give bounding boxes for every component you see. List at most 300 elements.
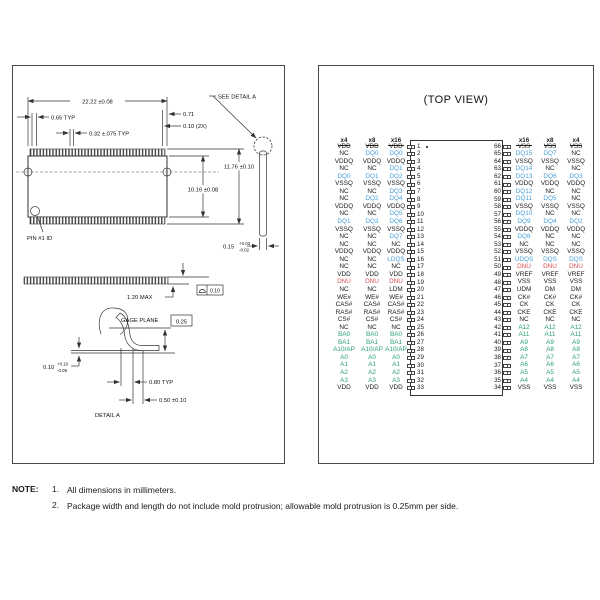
pin-name: NC: [367, 285, 377, 293]
pin-name: A10/AP: [333, 346, 355, 354]
pin-number: 43: [494, 316, 501, 324]
pin-name: NC: [571, 240, 581, 248]
dim-edge-minus: -0.02: [239, 247, 250, 253]
pin-name: NC: [571, 233, 581, 241]
see-detail-a-label: SEE DETAIL A: [218, 94, 257, 101]
pin-symbol-icon: [407, 281, 415, 285]
pin-name: NC: [339, 150, 349, 158]
pin-symbol-icon: [503, 371, 511, 375]
pin-symbol-icon: [503, 228, 511, 232]
pin-name: NC: [519, 240, 529, 248]
pin-name: DNU: [389, 278, 403, 286]
pin-row: [319, 151, 593, 159]
pin-name: DNU: [569, 263, 583, 271]
pin-name: NC: [367, 263, 377, 271]
pin-name: VDDQ: [566, 180, 586, 188]
pin-symbol-icon: [503, 386, 511, 390]
pin-number: 64: [494, 157, 501, 165]
pin-name: DQ1: [389, 165, 403, 173]
dim-standoff-plus: +0.10: [57, 361, 69, 367]
pin-name: CK: [519, 301, 529, 309]
pin-name: A11: [570, 331, 582, 339]
pin-number: 63: [494, 165, 501, 173]
pin-symbol-icon: [407, 213, 415, 217]
pin-name: DQ8: [517, 233, 531, 241]
pin-name: NC: [339, 240, 349, 248]
pin-number: 62: [494, 172, 501, 180]
pin-name: CAS#: [335, 301, 353, 309]
pin-name: DQ13: [515, 172, 533, 180]
pin-symbol-icon: [503, 341, 511, 345]
note-item-number: 2.: [52, 499, 60, 510]
pin-name: VSSQ: [335, 180, 353, 188]
pin-number: 2: [417, 150, 421, 158]
dim-gage: 0.25: [175, 319, 188, 326]
pin-row: [319, 317, 593, 325]
pin-number: 41: [494, 331, 501, 339]
pin-number: 30: [417, 361, 424, 369]
note-section: [12, 484, 584, 516]
pin-name: VSS: [543, 384, 557, 392]
pin-name: A10/AP: [385, 346, 407, 354]
pin-name: VDDQ: [362, 248, 382, 256]
pin-symbol-icon: [503, 318, 511, 322]
pin-rows: [319, 143, 593, 392]
pin-number: 5: [417, 172, 421, 180]
pin-name: UDQS: [514, 255, 534, 263]
pin-name: VDDQ: [386, 157, 406, 165]
package-drawing-panel: [12, 65, 285, 464]
pin-symbol-icon: [407, 175, 415, 179]
pin-name: BA0: [337, 331, 351, 339]
pin-symbol-icon: [407, 152, 415, 156]
pin-symbol-icon: [407, 379, 415, 383]
pin-name: A8: [546, 346, 554, 354]
pin-name: LDQS: [387, 255, 405, 263]
pin-name: LDM: [389, 285, 403, 293]
pin-number: 18: [417, 270, 424, 278]
pin-name: NC: [391, 323, 401, 331]
pin-symbol-icon: [407, 160, 415, 164]
pin-symbol-icon: [407, 205, 415, 209]
pin-name: A0: [392, 353, 400, 361]
pin-name: A11: [518, 331, 530, 339]
pinout-panel: [318, 65, 594, 464]
pin-number: 35: [494, 376, 501, 384]
pin-name: A12: [570, 323, 582, 331]
pin-name: NC: [545, 240, 555, 248]
pin-name: VSS: [569, 278, 583, 286]
pin-name: VSSQ: [541, 202, 559, 210]
pin-name: DQ7: [389, 233, 403, 241]
pin-name: DQ9: [517, 218, 531, 226]
pin-name: A1: [340, 361, 348, 369]
dim-lead-width: 0.32 ±.075 TYP: [89, 131, 130, 138]
pin-symbol-icon: [503, 326, 511, 330]
pin-name: NC: [367, 165, 377, 173]
pin-name: A7: [520, 353, 528, 361]
flatness-symbol-icon: [199, 289, 205, 292]
pin-number: 29: [417, 353, 424, 361]
pin-row: [319, 218, 593, 226]
pin-name: A12: [518, 323, 530, 331]
pin-name: A12: [544, 323, 556, 331]
detail-a-callout-circle: [254, 137, 272, 155]
pin-name: DNU: [543, 263, 557, 271]
pin-number: 60: [494, 187, 501, 195]
note-item-text: Package width and length do not include mold protrusion; allowable mold protrusion is 0.25mm per side.: [67, 500, 459, 511]
pin-name: A5: [572, 368, 580, 376]
pin-name: BA1: [365, 338, 379, 346]
pin-symbol-icon: [503, 364, 511, 368]
pin-name: BA0: [365, 331, 379, 339]
pin-name: A0: [368, 353, 376, 361]
pin-number: 49: [494, 270, 501, 278]
pin-name: RAS#: [387, 308, 405, 316]
pin1-indicator: [426, 146, 428, 148]
pin-name: A8: [520, 346, 528, 354]
pin-name: CKE: [517, 308, 531, 316]
side-view: [24, 263, 223, 297]
pin-name: DQ3: [389, 187, 403, 195]
pin-number: 50: [494, 263, 501, 271]
pin-symbol-icon: [503, 379, 511, 383]
pin-name: A11: [544, 331, 556, 339]
pin-name: DQ7: [543, 150, 557, 158]
pin-symbol-icon: [503, 243, 511, 247]
pin-name: VSSQ: [515, 157, 533, 165]
pin-symbol-icon: [503, 183, 511, 187]
pin-name: DQ4: [389, 195, 403, 203]
pin-name: VSS: [543, 142, 557, 150]
pin-name: VSSQ: [567, 248, 585, 256]
pin-name: A4: [546, 376, 554, 384]
pin-number: 1: [417, 142, 421, 150]
pin-name: VDDQ: [540, 180, 560, 188]
pin-symbol-icon: [503, 198, 511, 202]
pin-name: VDDQ: [540, 225, 560, 233]
pin-number: 52: [494, 248, 501, 256]
pin-name: DQ0: [337, 172, 351, 180]
pin-name: VDD: [365, 270, 379, 278]
pin-symbol-icon: [407, 356, 415, 360]
pin-symbol-icon: [503, 235, 511, 239]
pin-symbol-icon: [503, 349, 511, 353]
pin-symbol-icon: [503, 266, 511, 270]
pin-name: A9: [546, 338, 554, 346]
pin-name: VDD: [337, 384, 351, 392]
pin-symbol-icon: [503, 356, 511, 360]
pin-name: NC: [339, 210, 349, 218]
pin-symbol-icon: [407, 371, 415, 375]
pin-symbol-icon: [503, 333, 511, 337]
pin-name: CS#: [365, 316, 379, 324]
pin-number: 15: [417, 248, 424, 256]
pin-number: 54: [494, 233, 501, 241]
pin-name: A4: [572, 376, 580, 384]
pin-symbol-icon: [407, 364, 415, 368]
pin-name: DQ0: [365, 150, 379, 158]
pin-symbol-icon: [503, 160, 511, 164]
pin-name: DQ4: [543, 218, 557, 226]
pin-number: 10: [417, 210, 424, 218]
pin-symbol-icon: [503, 213, 511, 217]
pin-symbol-icon: [407, 333, 415, 337]
pin-name: A0: [340, 353, 348, 361]
header-x8-left: x8: [359, 129, 385, 147]
pin-name: VSSQ: [363, 180, 381, 188]
pin-name: CKE: [543, 308, 557, 316]
pin-symbol-icon: [407, 220, 415, 224]
pin-name: A1: [392, 361, 400, 369]
pin-number: 28: [417, 346, 424, 354]
pin-name: VDDQ: [386, 202, 406, 210]
pin-name: NC: [545, 165, 555, 173]
pin-name: CK#: [517, 293, 531, 301]
pin-number: 17: [417, 263, 424, 271]
pin-row: [319, 301, 593, 309]
pin-name: VDD: [337, 270, 351, 278]
pin-number: 24: [417, 316, 424, 324]
pin-name: DQ12: [515, 187, 533, 195]
pin-number: 9: [417, 203, 421, 211]
pin-name: DQ3: [569, 172, 583, 180]
pin-name: A9: [520, 338, 528, 346]
pin-symbol-icon: [407, 198, 415, 202]
pin-name: NC: [367, 240, 377, 248]
dim-height-outer: 11.76 ±0.10: [223, 164, 255, 171]
pin-symbol-icon: [407, 250, 415, 254]
pin-name: NC: [571, 210, 581, 218]
pin-symbol-icon: [503, 303, 511, 307]
pin-name: A3: [340, 376, 348, 384]
pin-name: A6: [572, 361, 580, 369]
pin-name: A7: [572, 353, 580, 361]
pin-name: A6: [546, 361, 554, 369]
pin-symbol-icon: [503, 205, 511, 209]
pin-name: CAS#: [387, 301, 405, 309]
note-item-text: All dimensions in millimeters.: [67, 485, 177, 495]
pin-name: CS#: [337, 316, 351, 324]
pin-name: DQ2: [365, 195, 379, 203]
pin-symbol-icon: [407, 273, 415, 277]
pin-name: CKE: [569, 308, 583, 316]
dim-end: 0.71: [183, 112, 195, 118]
pin-name: A7: [546, 353, 554, 361]
pin-row: [319, 369, 593, 377]
header-x8-right: x8: [537, 129, 563, 147]
pin-symbol-icon: [503, 311, 511, 315]
dim-width: 22.22 ±0.08: [82, 99, 113, 106]
pin-number: 23: [417, 308, 424, 316]
pin-number: 13: [417, 233, 424, 241]
pin-symbol-icon: [503, 152, 511, 156]
pin-name: VDD: [389, 142, 403, 150]
pin-name: DQ15: [515, 150, 533, 158]
pin-symbol-icon: [503, 220, 511, 224]
pin-number: 66: [494, 142, 501, 150]
pin-symbol-icon: [407, 311, 415, 315]
pin-name: CK#: [569, 293, 583, 301]
pin-symbol-icon: [503, 258, 511, 262]
pin-name: NC: [571, 195, 581, 203]
pin-name: DQ10: [515, 210, 533, 218]
pin-number: 57: [494, 210, 501, 218]
pin-symbol-icon: [407, 318, 415, 322]
pin-name: CK#: [543, 293, 557, 301]
pin-name: VSS: [543, 278, 557, 286]
pin-number: 14: [417, 240, 424, 248]
pin-name: VSSQ: [541, 248, 559, 256]
pin-name: VDDQ: [334, 248, 354, 256]
pin-name: VSS: [569, 142, 583, 150]
pin-name: NC: [339, 263, 349, 271]
dim-max-height: 1.20 MAX: [127, 295, 153, 301]
pin-symbol-icon: [503, 273, 511, 277]
pin-name: NC: [545, 316, 555, 324]
pin-number: 3: [417, 157, 421, 165]
pin-symbol-icon: [503, 288, 511, 292]
pin-name: NC: [391, 263, 401, 271]
pin-name: VDDQ: [362, 202, 382, 210]
pin-name: A9: [572, 338, 580, 346]
pin-name: VSS: [517, 142, 531, 150]
pin-name: DM: [571, 285, 581, 293]
pin-symbol-icon: [407, 303, 415, 307]
pin-name: WE#: [389, 293, 403, 301]
dim-edge: 0.15: [223, 244, 235, 251]
pin-number: 27: [417, 338, 424, 346]
pin-name: A4: [520, 376, 528, 384]
pin-name: VSS: [517, 384, 531, 392]
pin-name: DQ1: [365, 172, 379, 180]
pin-name: DNU: [365, 278, 379, 286]
note-label: NOTE:: [12, 484, 39, 494]
pin-name: DQ0: [389, 150, 403, 158]
pin-number: 44: [494, 308, 501, 316]
pin-name: VDDQ: [334, 202, 354, 210]
pin-name: VSSQ: [567, 202, 585, 210]
dim-pitch: 0.65 TYP: [51, 115, 76, 122]
pin-name: NC: [367, 255, 377, 263]
pin-name: DQ6: [389, 218, 403, 226]
pin-name: WE#: [365, 293, 379, 301]
pin-row: [319, 234, 593, 242]
pin-symbol-icon: [407, 183, 415, 187]
dim-height-body: 10.16 ±0.08: [187, 187, 219, 194]
pin-name: NC: [519, 316, 529, 324]
gage-plane-label: GAGE PLANE: [121, 318, 159, 324]
pin-number: 39: [494, 346, 501, 354]
pin1-id-label: PIN #1 ID: [27, 236, 53, 242]
pin-name: A5: [546, 368, 554, 376]
pin-name: VREF: [515, 270, 533, 278]
pin-symbol-icon: [407, 190, 415, 194]
pin-symbol-icon: [407, 296, 415, 300]
pin-name: VSSQ: [541, 157, 559, 165]
pin-symbol-icon: [407, 349, 415, 353]
pin-symbol-icon: [503, 175, 511, 179]
pin-name: VDDQ: [514, 225, 534, 233]
header-x4-right: x4: [563, 129, 589, 147]
pin-symbol-icon: [503, 167, 511, 171]
pin-number: 37: [494, 361, 501, 369]
pin-symbol-icon: [407, 326, 415, 330]
pin-number: 36: [494, 369, 501, 377]
pin-name: VSSQ: [515, 202, 533, 210]
pin-name: DQ14: [515, 165, 533, 173]
pin-number: 16: [417, 255, 424, 263]
pin-name: A3: [392, 376, 400, 384]
pin-name: DQ1: [337, 218, 351, 226]
pin-name: NC: [339, 187, 349, 195]
pin-name: BA1: [389, 338, 403, 346]
pin-name: VDDQ: [362, 157, 382, 165]
pin-name: DQ6: [543, 172, 557, 180]
pin-name: NC: [339, 165, 349, 173]
dim-standoff-minus: -0.05: [57, 368, 68, 373]
pin-name: NC: [339, 323, 349, 331]
pin-name: VSS: [517, 278, 531, 286]
pin-number: 40: [494, 338, 501, 346]
dim-standoff: 0.10: [43, 365, 55, 371]
pin-symbol-icon: [503, 250, 511, 254]
dim-foot-len: 0.50 ±0.10: [159, 398, 187, 404]
pin-number: 26: [417, 331, 424, 339]
pin-number: 45: [494, 301, 501, 309]
pin-name: VDD: [389, 270, 403, 278]
pin-name: VDD: [365, 142, 379, 150]
pin-symbol-icon: [407, 258, 415, 262]
pin-name: NC: [391, 240, 401, 248]
pin-name: DNU: [337, 278, 351, 286]
pin-row: [319, 385, 593, 393]
pin-name: VDDQ: [566, 225, 586, 233]
dim-edge-plus: +0.03: [239, 241, 251, 246]
pin-name: NC: [571, 150, 581, 158]
pin-number: 46: [494, 293, 501, 301]
pin-name: NC: [545, 233, 555, 241]
pin-number: 53: [494, 240, 501, 248]
header-x16-right: x16: [511, 129, 537, 147]
pin-number: 7: [417, 187, 421, 195]
pin-name: WE#: [337, 293, 351, 301]
pin-name: RAS#: [335, 308, 353, 316]
pin-number: 4: [417, 165, 421, 173]
pin-name: VSSQ: [515, 248, 533, 256]
pin-symbol-icon: [407, 288, 415, 292]
pin-name: DQ2: [569, 218, 583, 226]
pin-symbol-icon: [503, 190, 511, 194]
pin-name: DQS: [569, 255, 583, 263]
pin-name: NC: [545, 187, 555, 195]
pin-number: 38: [494, 353, 501, 361]
note-item: [12, 500, 584, 513]
header-x16-left: x16: [385, 129, 407, 147]
note-item: [12, 484, 584, 497]
pin-name: DQ11: [515, 195, 533, 203]
pin-symbol-icon: [407, 266, 415, 270]
dim-end2: 0.10 (2X): [183, 124, 207, 130]
pin-name: CK: [571, 301, 581, 309]
pin-number: 34: [494, 384, 501, 392]
pin-name: VREF: [567, 270, 585, 278]
pin-number: 55: [494, 225, 501, 233]
pin-name: BA1: [337, 338, 351, 346]
pin-number: 22: [417, 301, 424, 309]
pin-name: NC: [367, 323, 377, 331]
pin-name: VSSQ: [335, 225, 353, 233]
